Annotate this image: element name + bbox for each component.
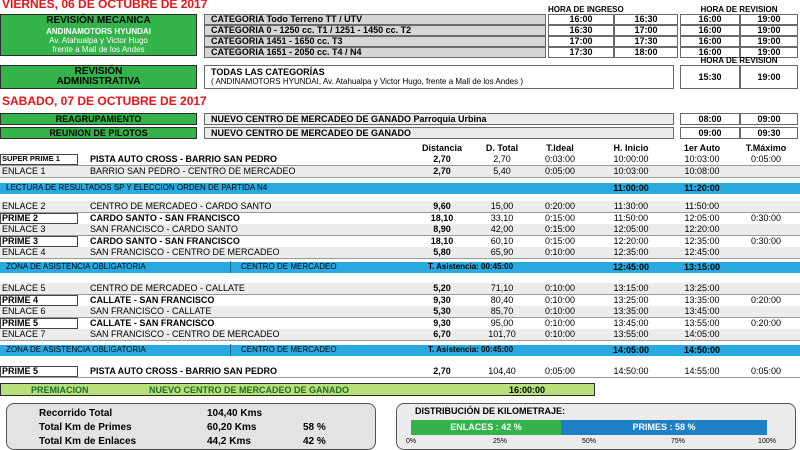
lectura-t1: 11:00:00 — [613, 183, 649, 193]
stage-distance: 6,70 — [433, 329, 451, 339]
revision-administrativa-title2: ADMINISTRATIVA — [56, 76, 141, 87]
reagrupamiento-t1: 08:00 — [680, 113, 740, 125]
stage-max-time — [734, 165, 798, 177]
stage-name: ENLACE 2 — [2, 201, 46, 211]
stage-start-time: 14:50:00 — [613, 366, 649, 376]
revision-mecanica-title: REVISIÓN MECANICA — [46, 15, 151, 26]
stage-distance: 2,70 — [433, 165, 451, 176]
asistencia-2-place: CENTRO DE MERCADEO — [230, 344, 337, 356]
stage-distance: 9,30 — [433, 294, 451, 305]
category-label: CATEGORIA Todo Terreno TT / UTV — [204, 14, 546, 25]
col-header-dtotal: D. Total — [485, 143, 519, 153]
category-ingreso-end: 17:00 — [614, 25, 678, 36]
saturday-date: SABADO, 07 DE OCTUBRE DE 2017 — [2, 94, 207, 108]
stage-place: PISTA AUTO CROSS - BARRIO SAN PEDRO — [90, 366, 278, 376]
admin-rev-start: 15:30 — [680, 65, 740, 89]
stage-max-time: 0:05:00 — [750, 154, 782, 164]
stage-total: 5,40 — [493, 165, 511, 176]
reunion-pilotos-t2: 09:30 — [740, 127, 798, 139]
distribution-box — [396, 403, 796, 450]
admin-label-line2: ( ANDINAMOTORS HYUNDAI, Av. Atahualpa y Victor Hugo, frente a Mall de los Andes ) — [211, 77, 523, 86]
stage-ideal-time: 0:20:00 — [544, 201, 576, 211]
stage-name: ENLACE 7 — [2, 329, 46, 339]
revision-mecanica-line1: ANDINAMOTORS HYUNDAI — [46, 27, 151, 36]
category-revision-start: 16:00 — [680, 36, 740, 47]
distribution-bar — [411, 420, 767, 435]
stage-max-time — [734, 305, 798, 317]
stage-start-time: 10:03:00 — [613, 165, 649, 176]
header-hora-ingreso: HORA DE INGRESO — [548, 5, 624, 14]
stage-total: 80,40 — [490, 294, 514, 305]
stage-ideal-time: 0:10:00 — [544, 294, 576, 305]
summary-percent: 58 % — [303, 422, 326, 433]
row-divider — [0, 177, 800, 178]
stage-max-time: 0:20:00 — [750, 294, 782, 305]
prime-name-frame — [0, 236, 78, 247]
asistencia-1-t2: 13:15:00 — [683, 262, 721, 272]
stage-ideal-time: 0:15:00 — [544, 212, 576, 223]
reagrupamiento-place: NUEVO CENTRO DE MERCADEO DE GANADO Parroquia Urbina — [204, 113, 674, 125]
stage-ideal-time: 0:15:00 — [544, 224, 576, 234]
stage-place: CARDO SANTO - SAN FRANCISCO — [90, 212, 240, 223]
stage-ideal-time: 0:10:00 — [544, 317, 576, 328]
admin-label-line1: TODAS LAS CATEGORÍAS — [211, 67, 325, 77]
premiacion-time: 16:00:00 — [509, 385, 546, 395]
friday-date: VIERNES, 06 DE OCTUBRE DE 2017 — [2, 0, 208, 11]
asistencia-2-t2: 14:50:00 — [683, 345, 721, 355]
summary-value: 60,20 Kms — [207, 422, 257, 433]
distribution-enlaces-segment — [411, 420, 561, 435]
summary-label: Recorrido Total — [39, 408, 113, 419]
stage-first-car: 13:55:00 — [684, 317, 720, 328]
distribution-tick-label: 50% — [581, 438, 596, 445]
revision-administrativa-box — [0, 65, 197, 89]
stage-first-car: 13:25:00 — [684, 283, 720, 293]
stage-first-car: 12:35:00 — [684, 235, 720, 246]
category-revision-end: 19:00 — [740, 14, 798, 25]
summary-percent — [303, 407, 363, 420]
admin-header-hora-revision: HORA DE REVISION — [700, 56, 778, 65]
stage-start-time: 13:55:00 — [613, 329, 649, 339]
revision-mecanica-box — [0, 14, 197, 56]
stage-first-car: 14:05:00 — [684, 329, 720, 339]
stage-distance: 5,30 — [433, 306, 451, 316]
category-ingreso-start: 16:30 — [548, 25, 614, 36]
col-header-tideal: T.Ideal — [546, 143, 574, 153]
stage-start-time: 12:20:00 — [613, 235, 649, 246]
stage-first-car: 12:45:00 — [684, 247, 720, 257]
stage-distance: 2,70 — [433, 154, 451, 164]
distribution-tick-label: 75% — [670, 438, 685, 445]
stage-total: 42,00 — [490, 224, 514, 234]
category-label: CATEGORIA 0 - 1250 cc. T1 / 1251 - 1450 cc. T2 — [204, 25, 546, 36]
category-ingreso-start: 16:00 — [548, 14, 614, 25]
asistencia-1-t1: 12:45:00 — [612, 262, 650, 272]
stage-name: PRIME 5 — [2, 366, 39, 376]
stage-max-time — [734, 223, 798, 235]
lectura-t2: 11:20:00 — [684, 183, 720, 193]
stage-name: PRIME 2 — [2, 212, 39, 223]
stage-total: 2,70 — [493, 154, 511, 164]
stage-ideal-time: 0:10:00 — [544, 247, 576, 257]
category-ingreso-end: 16:30 — [614, 14, 678, 25]
asistencia-bar-2 — [0, 345, 800, 356]
stage-ideal-time: 0:05:00 — [544, 366, 576, 376]
stage-name: ENLACE 3 — [2, 224, 46, 234]
stage-start-time: 13:45:00 — [613, 317, 649, 328]
asistencia-bar-1 — [0, 262, 800, 273]
summary-box — [6, 403, 376, 450]
stage-distance: 2,70 — [433, 366, 451, 376]
distribution-primes-label: PRIMES : 58 % — [632, 422, 696, 432]
stage-ideal-time: 0:03:00 — [544, 154, 576, 164]
category-label: CATEGORIA 1451 - 1650 cc. T3 — [204, 36, 546, 47]
stage-start-time: 12:35:00 — [613, 247, 649, 257]
stage-ideal-time: 0:10:00 — [544, 283, 576, 293]
stage-total: 65,90 — [490, 247, 514, 257]
distribution-tick-label: 100% — [758, 438, 776, 445]
row-divider — [0, 377, 800, 378]
category-label: CATEGORIA 1651 - 2050 cc. T4 / N4 — [204, 47, 546, 58]
lectura-label: LECTURA DE RESULTADOS SP Y ELECCION ORDEN DE PARTIDA N4 — [6, 183, 268, 192]
stage-first-car: 13:45:00 — [684, 306, 720, 316]
stage-total: 101,70 — [488, 329, 516, 339]
premiacion-title: PREMIACION — [31, 385, 89, 395]
stage-distance: 5,20 — [433, 283, 451, 293]
prime-name-frame — [0, 213, 78, 224]
reagrupamiento-title: REAGRUPAMIENTO — [0, 113, 197, 125]
stage-max-time: 0:30:00 — [750, 235, 782, 246]
col-header-hinicio: H. Inicio — [613, 143, 649, 153]
stage-name: PRIME 3 — [2, 235, 39, 246]
stage-place: CENTRO DE MERCADEO - CALLATE — [90, 283, 245, 293]
stage-total: 15,00 — [490, 201, 514, 211]
stage-distance: 18,10 — [430, 235, 454, 246]
col-header-1er-auto: 1er Auto — [683, 143, 721, 153]
stage-max-time — [734, 282, 798, 294]
reunion-pilotos-title: REUNION DE PILOTOS — [0, 127, 197, 139]
stage-distance: 5,80 — [433, 247, 451, 257]
asistencia-2-label: ZONA DE ASISTENCIA OBLIGATORIA — [6, 345, 146, 354]
stage-place: SAN FRANCISCO - CARDO SANTO — [90, 224, 238, 234]
stage-max-time — [734, 328, 798, 340]
category-ingreso-end: 18:00 — [614, 47, 678, 58]
stage-max-time: 0:20:00 — [750, 317, 782, 328]
stage-place: SAN FRANCISCO - CALLATE — [90, 306, 212, 316]
stage-name: ENLACE 6 — [2, 306, 46, 316]
stage-first-car: 12:05:00 — [684, 212, 720, 223]
reunion-pilotos-t1: 09:00 — [680, 127, 740, 139]
stage-distance: 18,10 — [430, 212, 454, 223]
distribution-tick-label: 25% — [492, 438, 507, 445]
stage-total: 33,10 — [490, 212, 514, 223]
stage-ideal-time: 0:10:00 — [544, 306, 576, 316]
stage-max-time: 0:05:00 — [750, 366, 782, 376]
prime-name-frame — [0, 318, 78, 329]
stage-first-car: 10:08:00 — [684, 165, 720, 176]
stage-max-time — [734, 246, 798, 258]
stage-start-time: 12:05:00 — [613, 224, 649, 234]
asistencia-1-place: CENTRO DE MERCADEO — [230, 261, 337, 273]
stage-max-time — [734, 200, 798, 212]
category-revision-end: 19:00 — [740, 36, 798, 47]
premiacion-place: NUEVO CENTRO DE MERCADEO DE GANADO — [149, 385, 350, 395]
summary-label: Total Km de Enlaces — [39, 436, 137, 447]
asistencia-2-t1: 14:05:00 — [612, 345, 650, 355]
stage-distance: 8,90 — [433, 224, 451, 234]
prime-name-frame — [0, 366, 78, 377]
stage-name: ENLACE 4 — [2, 247, 46, 257]
stage-start-time: 10:00:00 — [613, 154, 649, 164]
stage-distance: 9,30 — [433, 317, 451, 328]
stage-place: CENTRO DE MERCADEO - CARDO SANTO — [90, 201, 272, 211]
category-ingreso-start: 17:00 — [548, 36, 614, 47]
category-revision-start: 16:00 — [680, 14, 740, 25]
premiacion-bar — [0, 383, 595, 396]
stage-start-time: 13:15:00 — [613, 283, 649, 293]
stage-place: CALLATE - SAN FRANCISCO — [90, 317, 215, 328]
stage-name: ENLACE 5 — [2, 283, 46, 293]
asistencia-2-time: T. Asistencia: 00:45:00 — [428, 345, 514, 354]
admin-rev-end: 19:00 — [740, 65, 798, 89]
stage-place: CARDO SANTO - SAN FRANCISCO — [90, 235, 240, 246]
revision-mecanica-line2: Av. Atahualpa y Victor Hugo — [49, 36, 148, 45]
reagrupamiento-t2: 09:00 — [740, 113, 798, 125]
stage-name: SUPER PRIME 1 — [2, 154, 60, 163]
summary-label: Total Km de Primes — [39, 422, 132, 433]
revision-mecanica-line3: frente a Mall de los Andes — [52, 45, 145, 54]
admin-label-box — [204, 65, 674, 89]
stage-first-car: 11:50:00 — [684, 201, 720, 211]
stage-total: 85,70 — [490, 306, 514, 316]
stage-start-time: 11:50:00 — [613, 212, 649, 223]
asistencia-1-time: T. Asistencia: 00:45:00 — [428, 262, 514, 271]
stage-max-time: 0:30:00 — [750, 212, 782, 223]
stage-place: SAN FRANCISCO - CENTRO DE MERCADEO — [90, 247, 280, 257]
asistencia-1-label: ZONA DE ASISTENCIA OBLIGATORIA — [6, 262, 146, 271]
stage-place: BARRIO SAN PEDRO - CENTRO DE MERCADEO — [90, 165, 296, 176]
row-divider — [0, 258, 800, 259]
prime-name-frame — [0, 154, 78, 165]
category-revision-start: 16:00 — [680, 25, 740, 36]
stage-ideal-time: 0:10:00 — [544, 329, 576, 339]
distribution-primes-segment — [561, 420, 767, 435]
stage-ideal-time: 0:15:00 — [544, 235, 576, 246]
stage-ideal-time: 0:05:00 — [544, 165, 576, 176]
stage-start-time: 13:35:00 — [613, 306, 649, 316]
stage-name: PRIME 5 — [2, 317, 39, 328]
stage-total: 95,00 — [490, 317, 514, 328]
prime-name-frame — [0, 295, 78, 306]
stage-start-time: 13:25:00 — [613, 294, 649, 305]
reunion-pilotos-place: NUEVO CENTRO DE MERCADEO DE GANADO — [204, 127, 674, 139]
stage-first-car: 12:20:00 — [684, 224, 720, 234]
stage-total: 60,10 — [490, 235, 514, 246]
header-hora-revision: HORA DE REVISION — [700, 5, 778, 14]
category-ingreso-end: 17:30 — [614, 36, 678, 47]
col-header-tmaximo: T.Máximo — [745, 143, 787, 153]
col-header-distancia: Distancia — [421, 143, 463, 153]
stage-distance: 9,60 — [433, 201, 451, 211]
stage-start-time: 11:30:00 — [613, 201, 649, 211]
stage-place: CALLATE - SAN FRANCISCO — [90, 294, 215, 305]
revision-administrativa-title1: REVISIÓN — [74, 66, 123, 77]
distribution-tick-label: 0% — [405, 438, 417, 445]
summary-value: 44,2 Kms — [207, 436, 251, 447]
stage-total: 104,40 — [488, 366, 516, 376]
lectura-bar — [0, 183, 800, 194]
category-revision-end: 19:00 — [740, 47, 798, 58]
category-ingreso-start: 17:30 — [548, 47, 614, 58]
category-revision-end: 19:00 — [740, 25, 798, 36]
stage-first-car: 10:03:00 — [684, 154, 720, 164]
row-divider — [0, 340, 800, 341]
distribution-title: DISTRIBUCIÓN DE KILOMETRAJE: — [415, 406, 566, 416]
stage-total: 71,10 — [490, 283, 514, 293]
stage-first-car: 14:55:00 — [684, 366, 720, 376]
stage-place: PISTA AUTO CROSS - BARRIO SAN PEDRO — [90, 154, 278, 164]
summary-percent: 42 % — [303, 436, 326, 447]
category-revision-start: 16:00 — [680, 47, 740, 58]
stage-place: SAN FRANCISCO - CENTRO DE MERCADEO — [90, 329, 280, 339]
summary-value: 104,40 Kms — [207, 408, 263, 419]
stage-name: PRIME 4 — [2, 294, 39, 305]
stage-name: ENLACE 1 — [2, 165, 46, 176]
stage-first-car: 13:35:00 — [684, 294, 720, 305]
distribution-enlaces-label: ENLACES : 42 % — [450, 422, 522, 432]
